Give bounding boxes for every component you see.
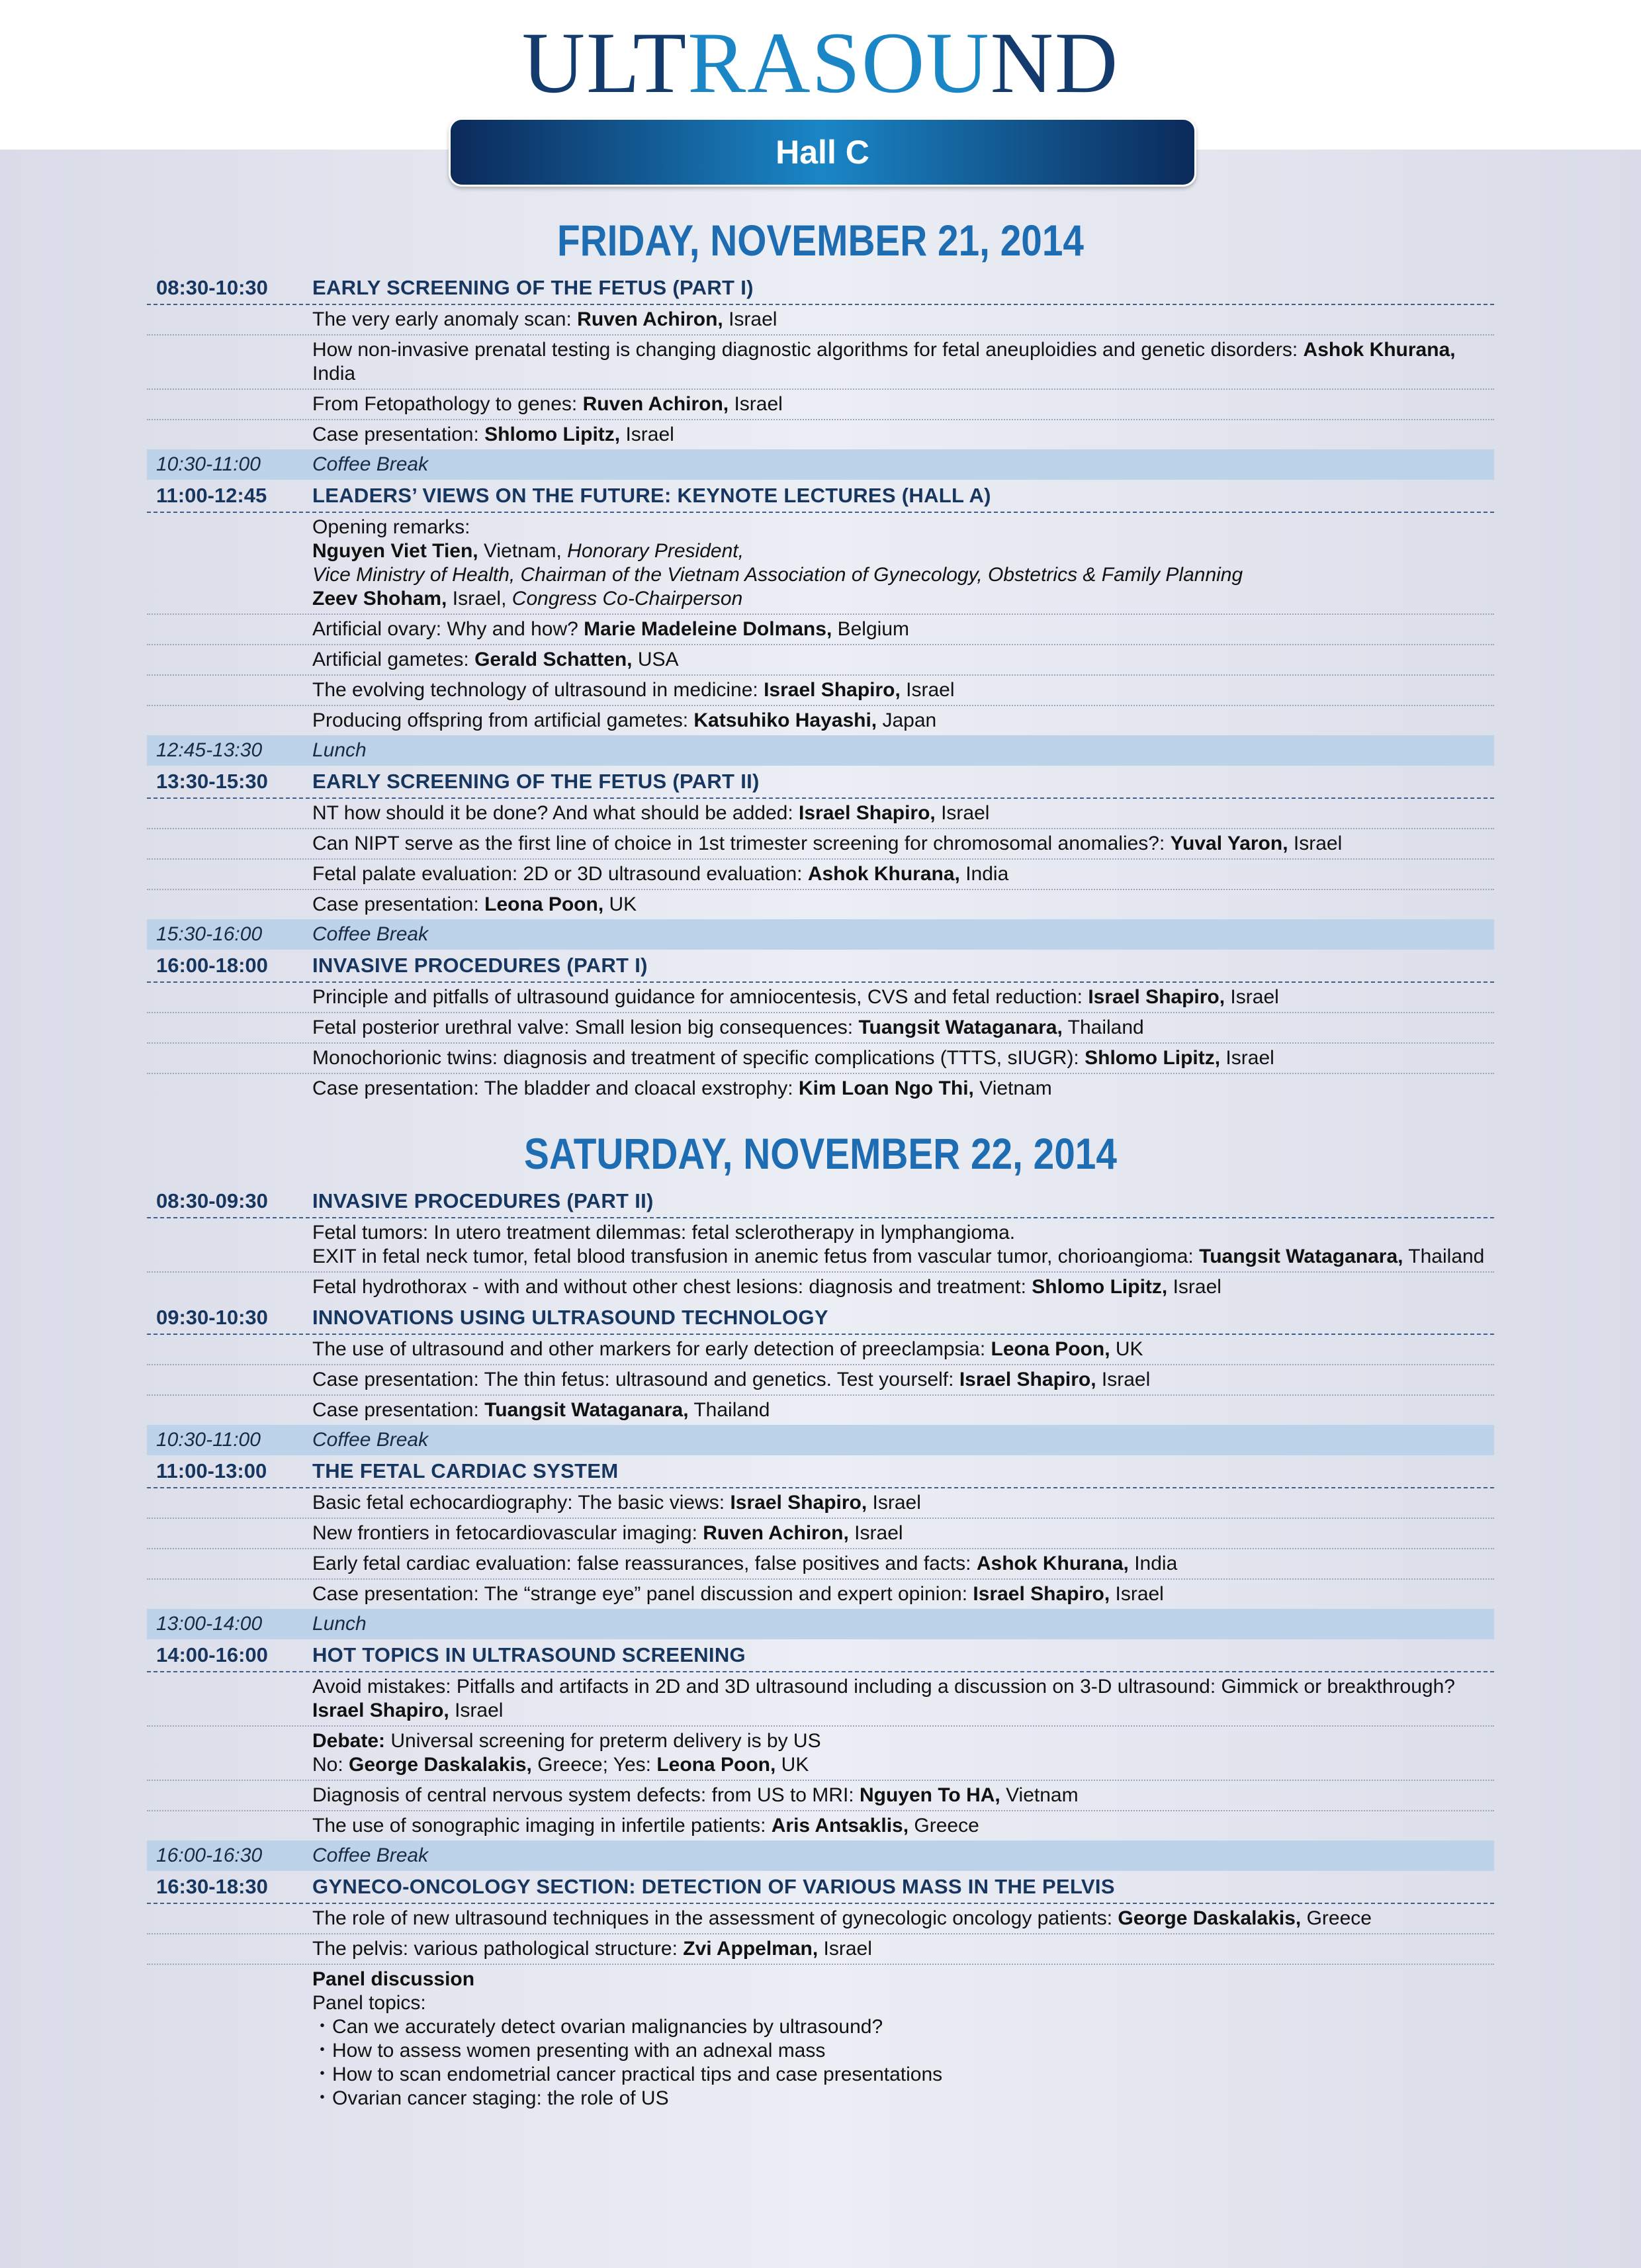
talk-row [147,1549,1494,1580]
session-header [147,1302,1494,1335]
talk-title: EXIT in fetal neck tumor, fetal blood transfusion in anemic fetus from vascular tumor, chorioangioma: [312,1246,1200,1267]
speaker-country: Israel [729,393,783,415]
talk-row [147,1672,1494,1727]
session-time: 13:30-15:30 [156,770,268,793]
speaker-name: Zvi Appelman, [683,1938,819,1960]
talk-title: Early fetal cardiac evaluation: false reassurances, false positives and facts: [312,1553,977,1574]
talk-title: From Fetopathology to genes: [312,393,583,415]
speaker-country: Greece [1301,1907,1372,1929]
speaker-country: Israel [867,1492,921,1514]
talk-title: Fetal tumors: In utero treatment dilemmas: fetal sclerotherapy in lymphangioma. [312,1222,1016,1244]
session-time: 08:30-10:30 [156,276,268,299]
break-label: Coffee Break [312,1844,429,1866]
speaker-role: Congress Co-Chairperson [511,588,743,610]
talk-title: Case presentation: [312,424,485,445]
talk-title: Can NIPT serve as the first line of choice in 1st trimester screening for chromosomal anomalies?: [312,833,1171,854]
break-label: Coffee Break [312,923,429,945]
speaker-name: Tuangsit Wataganara, [858,1017,1063,1038]
panel-subtitle: Panel topics: [312,1992,426,2014]
speaker-name: Katsuhiko Hayashi, [693,709,877,731]
speaker-role: Honorary President, [567,540,744,562]
speaker-country: India [312,363,356,385]
talk-row [147,1365,1494,1396]
title-part: ND [990,14,1120,111]
speaker-name: Shlomo Lipitz, [1032,1276,1168,1298]
speaker-name: Ashok Khurana, [1303,339,1456,361]
session-time: 11:00-12:45 [156,484,267,507]
talk-title: Fetal palate evaluation: 2D or 3D ultrasound evaluation: [312,863,808,885]
speaker-name: Israel Shapiro, [799,802,936,824]
hall-banner: Hall C [449,118,1196,187]
speaker-country: Israel [900,679,955,701]
speaker-name: Israel Shapiro, [312,1700,449,1721]
talk-title: Artificial ovary: Why and how? [312,618,584,640]
session-time: 09:30-10:30 [156,1306,268,1329]
talk-row [147,890,1494,919]
talk-row [147,1488,1494,1519]
talk-row [147,1965,1494,2113]
talk-title: Case presentation: The thin fetus: ultrasound and genetics. Test yourself: [312,1369,959,1390]
session-time: 08:30-09:30 [156,1189,268,1212]
talk-row [147,390,1494,420]
session-title: EARLY SCREENING OF THE FETUS (PART II) [312,770,760,793]
talk-row [147,676,1494,706]
debate-label: Debate: [312,1730,386,1752]
speaker-country: Thailand [1062,1017,1144,1038]
break-row [147,449,1494,480]
speaker-country: Belgium [832,618,909,640]
talk-title: The pelvis: various pathological structure: [312,1938,684,1960]
talk-row [147,1074,1494,1103]
talk-title: Avoid mistakes: Pitfalls and artifacts in 2D and 3D ultrasound including a discussion on 3-D ultrasound: Gimmick or breakthrough? [312,1676,1455,1698]
talk-title: How non-invasive prenatal testing is changing diagnostic algorithms for fetal aneuploidies and genetic disorders: [312,339,1304,361]
session-title: INVASIVE PROCEDURES (PART I) [312,954,648,977]
break-time: 13:00-14:00 [156,1613,263,1635]
speaker-country: Israel [1167,1276,1221,1298]
speaker-name: Ashok Khurana, [807,863,960,885]
talk-row [147,1013,1494,1044]
schedule [147,208,1494,2113]
talk-title: Fetal hydrothorax - with and without other chest lesions: diagnosis and treatment: [312,1276,1032,1298]
talk-row [147,1335,1494,1365]
speaker-country: UK [603,893,637,915]
speaker-name: Leona Poon, [484,893,604,915]
talk-row [147,1519,1494,1549]
session-time: 16:30-18:30 [156,1875,268,1898]
speaker-name: Israel Shapiro, [764,679,901,701]
speaker-name: Tuangsit Wataganara, [1199,1246,1403,1267]
talk-row [147,1044,1494,1074]
talk-row [147,420,1494,449]
session-time: 14:00-16:00 [156,1643,268,1666]
session-title: LEADERS’ VIEWS ON THE FUTURE: KEYNOTE LECTURES (HALL A) [312,484,991,507]
talk-title: Diagnosis of central nervous system defects: from US to MRI: [312,1784,860,1806]
talk-row [147,645,1494,676]
talk-title: The very early anomaly scan: [312,308,578,330]
talk-row [147,336,1494,390]
title-part: ULT [521,14,688,111]
session-header [147,1185,1494,1218]
session-time: 11:00-13:00 [156,1459,267,1482]
break-label: Lunch [312,1613,367,1635]
speaker-country: Vietnam [1000,1784,1079,1806]
talk-row [147,305,1494,336]
speaker-country: Israel [848,1522,903,1544]
talk-title: Case presentation: [312,1399,485,1421]
talk-list [147,513,1494,735]
speaker-country: Israel [818,1938,872,1960]
speaker-name: Ruven Achiron, [577,308,723,330]
break-row [147,919,1494,950]
talk-row [147,615,1494,645]
talk-row [147,860,1494,890]
session-title: INNOVATIONS USING ULTRASOUND TECHNOLOGY [312,1306,828,1329]
talk-title: Principle and pitfalls of ultrasound guidance for amniocentesis, CVS and fetal reduction: [312,986,1088,1008]
session-header [147,1455,1494,1488]
speaker-name: Israel Shapiro, [730,1492,867,1514]
talk-list [147,1488,1494,1609]
talk-row [147,1934,1494,1965]
session-header [147,272,1494,305]
talk-row [147,1396,1494,1425]
break-row [147,1425,1494,1455]
speaker-country: Thailand [688,1399,770,1421]
talk-list [147,1672,1494,1840]
session-header [147,480,1494,513]
speaker-country: Israel [1220,1047,1274,1069]
talk-list [147,983,1494,1103]
speaker-country: Vietnam [973,1077,1052,1099]
day-heading: FRIDAY, NOVEMBER 21, 2014 [556,216,1085,265]
speaker-name: Kim Loan Ngo Thi, [798,1077,974,1099]
talk-list [147,1904,1494,2113]
session-title: GYNECO-ONCOLOGY SECTION: DETECTION OF VARIOUS MASS IN THE PELVIS [312,1875,1115,1898]
speaker-name: Shlomo Lipitz, [1085,1047,1221,1069]
speaker-country: Israel [449,1700,504,1721]
talk-title: Opening remarks: [312,516,470,538]
speaker-country: Greece [909,1815,979,1837]
speaker-name: Ashok Khurana, [976,1553,1129,1574]
talk-list [147,799,1494,919]
speaker-name: Ruven Achiron, [703,1522,849,1544]
break-time: 12:45-13:30 [156,739,263,761]
panel-topic: ・How to assess women presenting with an adnexal mass [312,2040,826,2062]
speaker-country: Israel [1288,833,1343,854]
break-row [147,735,1494,766]
break-row [147,1609,1494,1639]
speaker-name: Tuangsit Wataganara, [484,1399,689,1421]
speaker-name: Yuval Yaron, [1170,833,1288,854]
speaker-country: UK [776,1754,809,1776]
talk-title: The evolving technology of ultrasound in medicine: [312,679,764,701]
debate-side: No: [312,1754,349,1776]
break-time: 10:30-11:00 [156,1429,261,1451]
talk-title: Case presentation: The “strange eye” panel discussion and expert opinion: [312,1583,973,1605]
speaker-country: USA [632,649,679,670]
talk-title: Case presentation: [312,893,485,915]
talk-row [147,1218,1494,1273]
panel-topic: ・How to scan endometrial cancer practical tips and case presentations [312,2064,943,2085]
day-heading: SATURDAY, NOVEMBER 22, 2014 [524,1129,1117,1178]
speaker-country: Israel [620,424,674,445]
speaker-country: Israel, [447,588,512,610]
talk-title: Fetal posterior urethral valve: Small lesion big consequences: [312,1017,859,1038]
speaker-name: Gerald Schatten, [474,649,633,670]
talk-title: NT how should it be done? And what should be added: [312,802,799,824]
break-time: 16:00-16:30 [156,1844,263,1866]
session-title: HOT TOPICS IN ULTRASOUND SCREENING [312,1643,746,1666]
speaker-name: Leona Poon, [991,1338,1110,1360]
speaker-name: Zeev Shoham, [312,588,447,610]
talk-row [147,1904,1494,1934]
talk-row [147,513,1494,615]
page-title [0,13,1641,113]
talk-title: The use of ultrasound and other markers for early detection of preeclampsia: [312,1338,991,1360]
talk-title: Monochorionic twins: diagnosis and treatment of specific complications (TTTS, sIUGR): [312,1047,1085,1069]
speaker-name: Shlomo Lipitz, [484,424,621,445]
panel-topic: ・Ovarian cancer staging: the role of US [312,2087,669,2109]
speaker-country: UK [1110,1338,1143,1360]
speaker-role: Vice Ministry of Health, Chairman of the Vietnam Association of Gynecology, Obstetrics & Family Planning [312,564,1243,586]
talk-title: The use of sonographic imaging in infertile patients: [312,1815,772,1837]
session-header [147,950,1494,983]
talk-title: New frontiers in fetocardiovascular imaging: [312,1522,703,1544]
session-title: EARLY SCREENING OF THE FETUS (PART I) [312,276,754,299]
speaker-name: Ruven Achiron, [582,393,729,415]
speaker-name: Israel Shapiro, [1088,986,1225,1008]
talk-title: The role of new ultrasound techniques in the assessment of gynecologic oncology patients: [312,1907,1118,1929]
speaker-name: Israel Shapiro, [959,1369,1096,1390]
talk-row [147,1580,1494,1609]
speaker-country: India [1128,1553,1178,1574]
session-header [147,766,1494,799]
speaker-name: Israel Shapiro, [973,1583,1110,1605]
speaker-country: Israel [935,802,990,824]
panel-title: Panel discussion [312,1968,475,1990]
break-label: Coffee Break [312,1429,429,1451]
speaker-country: Israel [1110,1583,1164,1605]
session-header [147,1639,1494,1672]
debate-side: Greece; Yes: [531,1754,657,1776]
talk-list [147,1218,1494,1302]
session-title: THE FETAL CARDIAC SYSTEM [312,1459,619,1482]
talk-row [147,799,1494,829]
talk-title: Universal screening for preterm delivery is by US [385,1730,821,1752]
talk-title: Case presentation: The bladder and cloacal exstrophy: [312,1077,799,1099]
talk-row [147,1273,1494,1302]
talk-list [147,305,1494,449]
speaker-country: India [959,863,1009,885]
speaker-country: Thailand [1403,1246,1485,1267]
speaker-name: Aris Antsaklis, [771,1815,909,1837]
speaker-name: Nguyen Viet Tien, [312,540,478,562]
break-label: Coffee Break [312,453,429,475]
talk-title: Artificial gametes: [312,649,475,670]
speaker-name: George Daskalakis, [349,1754,532,1776]
break-time: 10:30-11:00 [156,453,261,475]
break-time: 15:30-16:00 [156,923,263,945]
session-title: INVASIVE PROCEDURES (PART II) [312,1189,654,1212]
panel-topic: ・Can we accurately detect ovarian malignancies by ultrasound? [312,2016,883,2038]
speaker-country: Israel [1096,1369,1151,1390]
speaker-country: Vietnam, [478,540,568,562]
talk-row [147,829,1494,860]
break-label: Lunch [312,739,367,761]
speaker-country: Israel [723,308,777,330]
break-row [147,1840,1494,1871]
speaker-country: Japan [877,709,937,731]
speaker-name: Marie Madeleine Dolmans, [584,618,832,640]
talk-row [147,983,1494,1013]
talk-row [147,1811,1494,1840]
speaker-name: Nguyen To HA, [859,1784,1000,1806]
talk-row [147,1781,1494,1811]
title-part: RASOU [687,14,991,111]
talk-row [147,706,1494,735]
session-time: 16:00-18:00 [156,954,268,977]
speaker-name: George Daskalakis, [1118,1907,1302,1929]
talk-title: Basic fetal echocardiography: The basic views: [312,1492,731,1514]
speaker-country: Israel [1225,986,1279,1008]
talk-row [147,1727,1494,1781]
speaker-name: Leona Poon, [656,1754,776,1776]
session-header [147,1871,1494,1904]
talk-title: Producing offspring from artificial gametes: [312,709,694,731]
talk-list [147,1335,1494,1425]
